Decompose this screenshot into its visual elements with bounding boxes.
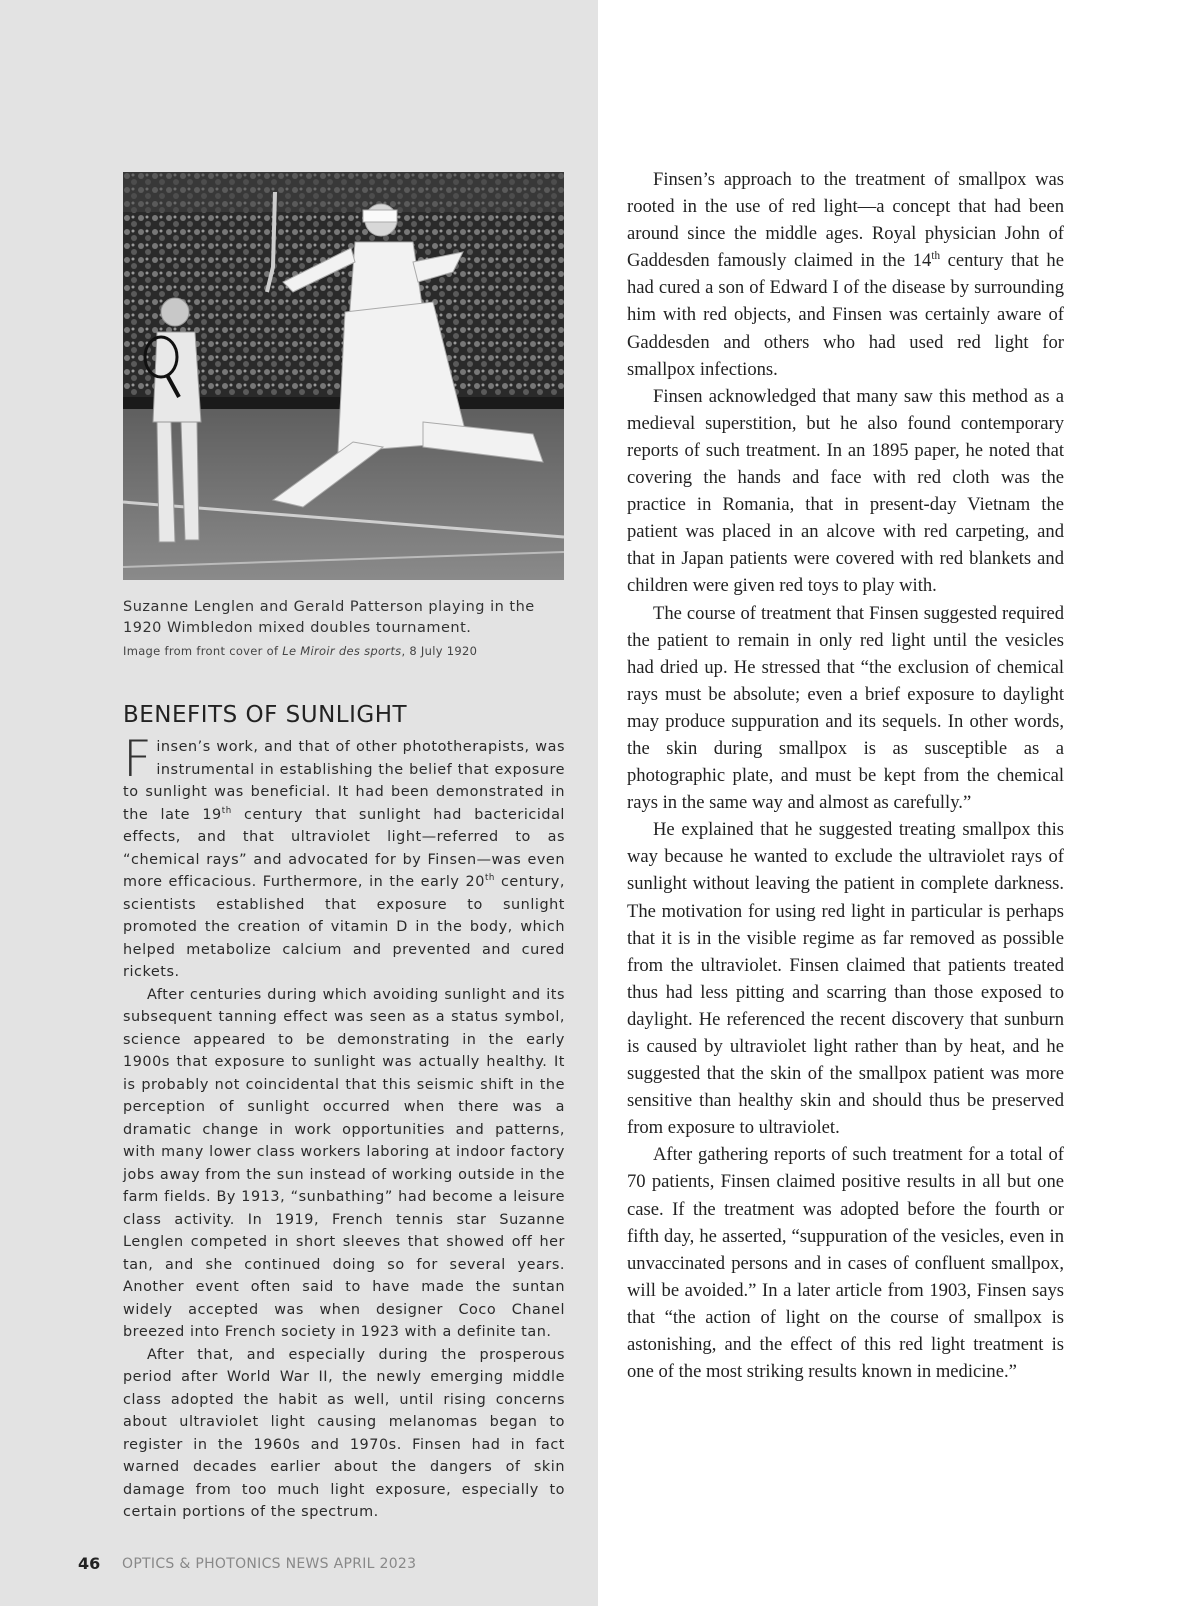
tennis-photo-illustration <box>123 172 564 580</box>
tennis-photo <box>123 172 564 580</box>
right-paragraph-3: The course of treatment that Finsen suggested required the patient to remain in only red light until the vesicles had dried up. He stressed that “the exclusion of chemical rays must be absolute; even a brief exposure to daylight may produce suppuration and its sequels. In other words, the skin during smallpox is as susceptible as a photographic plate, and must be kept from the chemical rays in the same way and almost as carefully.” <box>627 602 1064 814</box>
left-column <box>123 730 566 1524</box>
right-p1-text-a: Finsen’s approach to the treatment of smallpox was rooted in the use of red light—a concept that had been around since the middle ages. Royal physician John of Gaddesden famously claimed in the 14 <box>627 169 1064 272</box>
left-p1-text-b: century that sunlight had bactericidal effects, and that ultraviolet light—referred to as “chemical rays” and advocated for by Finsen—was even more efficacious. Furthermore, in the early 20 <box>123 806 565 890</box>
photo-caption: Suzanne Lenglen and Gerald Patterson playing in the 1920 Wimbledon mixed doubles tournament. <box>123 599 535 636</box>
photo-credit <box>123 644 563 658</box>
right-paragraph-5: After gathering reports of such treatment for a total of 70 patients, Finsen claimed positive results in all but one case. If the treatment was adopted before the fourth or fifth day, he asserted, “suppuration of the vesicles, even in unvaccinated persons and in cases of confluent smallpox, will be avoided.” In a later article from 1903, Finsen says that “the action of light on the course of smallpox is astonishing, and the effect of this red light treatment is one of the most striking results known in medicine.” <box>627 1144 1064 1383</box>
superscript: th <box>484 873 495 884</box>
credit-suffix: , 8 July 1920 <box>401 644 478 658</box>
page-number: 46 <box>78 1554 101 1573</box>
right-p1-text-b: century that he had cured a son of Edward I of the disease by surrounding him with red objects, and Finsen was certainly aware of Gaddesden and others who had used red light for smallpox infections. <box>627 250 1064 380</box>
superscript: th <box>221 805 232 816</box>
section-heading: BENEFITS OF SUNLIGHT <box>123 702 408 728</box>
running-head: OPTICS & PHOTONICS NEWS APRIL 2023 <box>122 1556 417 1572</box>
superscript: th <box>931 250 941 263</box>
left-p1-text-c: century, scientists established that exposure to sunlight promoted the creation of vitamin D in the body, which helped metabolize calcium and prevented and cured rickets. <box>123 874 566 980</box>
right-paragraph-4: He explained that he suggested treating smallpox this way because he wanted to exclude the ultraviolet rays of sunlight without leaving the patient in complete darkness. The motivation for using red light in particular is perhaps that it is in the visible regime as far removed as possible from the ultraviolet. Finsen claimed that patients treated thus had less pitting and scarring than those exposed to daylight. He referenced the recent discovery that sunburn is caused by ultraviolet light rather than by heat, and he suggested that the skin of the smallpox patient was more sensitive than healthy skin and should thus be preserved from exposure to ultraviolet. <box>627 819 1064 1139</box>
left-paragraph-1 <box>123 730 566 984</box>
right-paragraph-1 <box>627 166 1064 383</box>
right-paragraph-2: Finsen acknowledged that many saw this method as a medieval superstition, but he also found contemporary reports of such treatment. In an 1895 paper, he noted that covering the hands and face with red cloth was the practice in Romania, that in present-day Vietnam the patient was placed in an alcove with red carpeting, and that in Japan patients were covered with red blankets and children were given red toys to play with. <box>627 385 1064 597</box>
left-paragraph-3: After that, and especially during the prosperous period after World War II, the newly emerging middle class adopted the habit as well, until rising concerns about ultraviolet light causing melanomas began to register in the 1960s and 1970s. Finsen had in fact warned decades earlier about the dangers of skin damage from too much light exposure, especially to certain portions of the spectrum. <box>123 1346 565 1520</box>
left-paragraph-2: After centuries during which avoiding sunlight and its subsequent tanning effect was seen as a status symbol, science appeared to be demonstrating in the early 1900s that exposure to sunlight was actually healthy. It is probably not coincidental that this seismic shift in the perception of sunlight occurred when there was a dramatic change in work opportunities and patterns, with many lower class workers laboring at indoor factory jobs away from the sun instead of working outside in the farm fields. By 1913, “sunbathing” had become a leisure class activity. In 1919, French tennis star Suzanne Lenglen competed in short sleeves that showed off her tan, and she continued doing so for several years. Another event often said to have made the suntan widely accepted was when designer Coco Chanel breezed into French society in 1923 with a definite tan. <box>123 986 565 1340</box>
right-column <box>627 166 1064 1385</box>
left-p1-text-a: insen’s work, and that of other phototherapists, was instrumental in establishing the belief that exposure to sunlight was beneficial. It had been demonstrated in the late 19 <box>123 739 565 823</box>
credit-prefix: Image from front cover of <box>123 644 283 658</box>
drop-cap: F <box>123 730 153 788</box>
credit-source: Le Miroir des sports <box>282 644 402 658</box>
